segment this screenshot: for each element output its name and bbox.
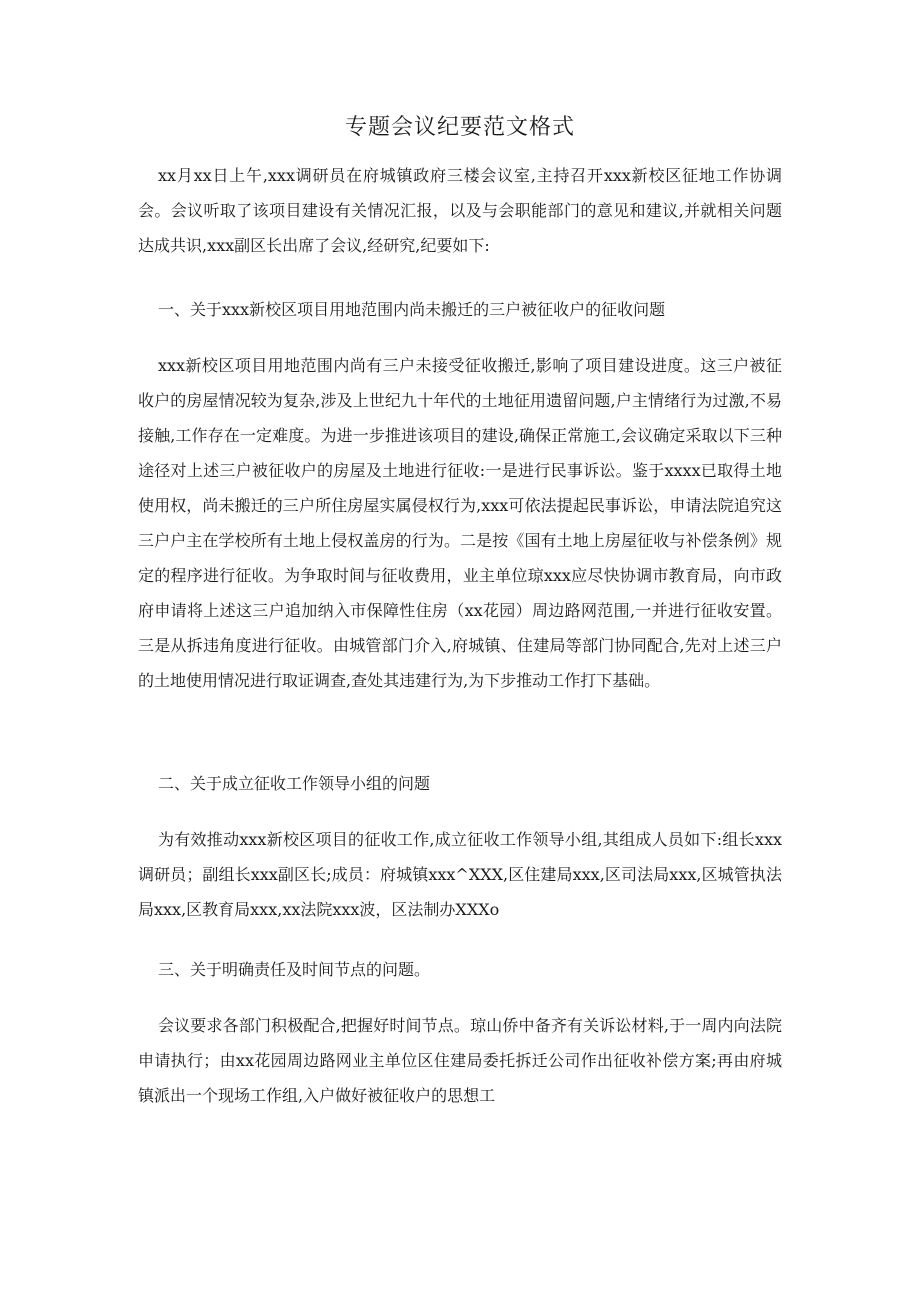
document-title: 专题会议纪要范文格式 — [344, 115, 575, 140]
section-2-heading: 二、关于成立征收工作领导小组的问题 — [158, 774, 431, 793]
section-3-heading: 三、关于明确责任及时间节点的问题。 — [158, 960, 431, 979]
section-1-heading: 一、关于xxx新校区项目用地范围内尚未搬迁的三户被征收户的征收问题 — [158, 300, 666, 319]
section-2-body: 为有效推动xxx新校区项目的征收工作,成立征收工作领导小组,其组成人员如下:组长xxx调研员；副组长xxx副区长;成员：府城镇xxx^XXX,区住建局xxx,区司法局xxx,区城管执法局xxx,区教育局xxx,xx法院xxx波，区法制办XXXo — [138, 830, 782, 919]
section-1-body: xxx新校区项目用地范围内尚有三户未接受征收搬迁,影响了项目建设进度。这三户被征收户的房屋情况较为复杂,涉及上世纪九十年代的土地征用遗留问题,户主情绪行为过激,不易接触,工作存在一定难度。为进一步推进该项目的建设,确保正常施工,会议确定采取以下三种途径对上述三户被征收户的房屋及土地进行征收:一是进行民事诉讼。鉴于xxxx已取得土地使用权，尚未搬迁的三户所住房屋实属侵权行为,xxx可依法提起民事诉讼，申请法院追究这三户户主在学校所有土地上侵权盖房的行为。二是按《国有土地上房屋征收与补偿条例》规定的程序进行征收。为争取时间与征收费用，业主单位琼xxx应尽快协调市教育局，向市政府申请将上述这三户追加纳入市保障性住房（xx花园）周边路网范围,一并进行征收安置。三是从拆违角度进行征收。由城管部门介入,府城镇、住建局等部门协同配合,先对上述三户的土地使用情况进行取证调查,查处其违建行为,为下步推动工作打下基础。 — [138, 356, 782, 690]
intro-paragraph: xx月xx日上午,xxx调研员在府城镇政府三楼会议室,主持召开xxx新校区征地工作协调会。会议听取了该项目建设有关情况汇报，以及与会职能部门的意见和建议,并就相关问题达成共识,xxx副区长出席了会议,经研究,纪要如下: — [138, 166, 782, 255]
section-3-body: 会议要求各部门积极配合,把握好时间节点。琼山侨中备齐有关诉讼材料,于一周内向法院申请执行；由xx花园周边路网业主单位区住建局委托拆迁公司作出征收补偿方案;再由府城镇派出一个现场工作组,入户做好被征收户的思想工 — [138, 1016, 782, 1105]
